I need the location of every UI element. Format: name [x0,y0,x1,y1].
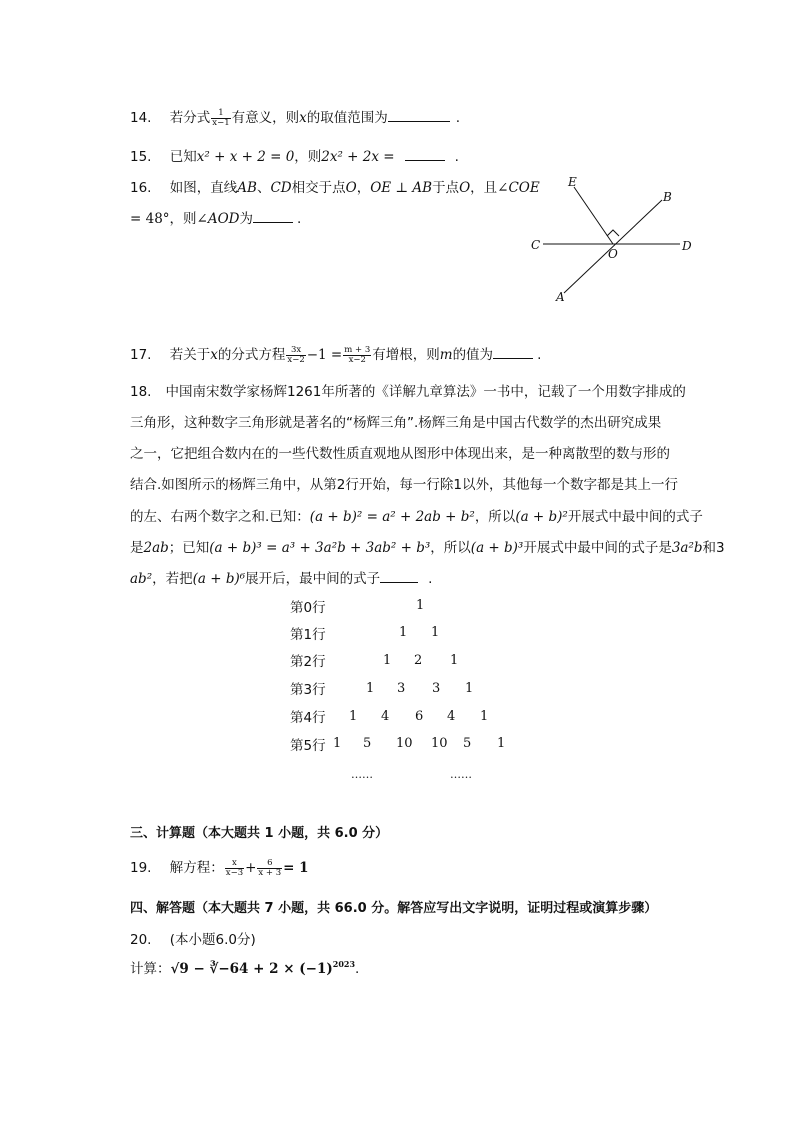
triangle-value: 6 [415,709,424,724]
q14-number: 14. [130,110,152,126]
q17-answer-blank[interactable] [493,346,533,359]
triangle-value: 3 [432,681,441,696]
question-19: 19. 解方程： $\frac{x}{x-3}$ + $\frac{6}{x + 3}$ = 1 [130,857,309,878]
triangle-row-label: 第3行 [290,682,326,698]
triangle-value: 10 [431,736,448,751]
triangle-value: 1 [450,653,459,668]
section-4-heading: 四、解答题（本大题共 7 小题，共 66.0 分。解答应写出文字说明，证明过程或演算步骤） [130,901,658,916]
question-18-line3: 之一，它把组合数内在的一些代数性质直观地从图形中体现出来，是一种离散型的数与形的 [130,446,670,462]
q16-number: 16. [130,180,152,196]
question-15: 15. 已知x² + x + 2 = 0，则2x² + 2x = . [130,149,459,165]
q14-fraction: $\frac{1}{x-1}$ [212,107,230,128]
triangle-value: 3 [397,681,406,696]
triangle-value: 1 [399,625,408,640]
triangle-row-label: 第2行 [290,654,326,670]
question-16-line2: = 48°，则∠AOD为 . [130,211,302,227]
label-a: A [556,290,565,304]
triangle-value: 1 [431,625,440,640]
triangle-value: 10 [396,736,413,751]
triangle-value: 1 [480,709,489,724]
label-b: B [663,190,672,204]
triangle-value: 1 [349,709,358,724]
triangle-row-label: 第0行 [290,600,326,616]
label-d: D [682,239,692,253]
triangle-value: 1 [366,681,375,696]
question-18-line1: 18. 中国南宋数学家杨辉1261年所著的《详解九章算法》一书中，记载了一个用数字排成的 [130,384,686,400]
label-e: E [568,175,577,189]
triangle-value: 2 [414,653,423,668]
intersecting-lines-figure [520,170,700,310]
triangle-value: 4 [447,709,456,724]
question-20-expression: 计算：√9 − ∛−64 + $2 \times (-1)^{2023}$. [130,959,360,977]
question-18-line2: 三角形，这种数字三角形就是著名的“杨辉三角”.杨辉三角是中国古代数学的杰出研究成果 [130,415,662,431]
q15-answer-blank[interactable] [405,148,445,161]
triangle-value: 5 [363,736,372,751]
section-3-heading: 三、计算题（本大题共 1 小题，共 6.0 分） [130,826,389,841]
triangle-ellipsis-left: …… [351,768,373,781]
q15-number: 15. [130,149,152,165]
q19-number: 19. [130,860,152,876]
question-14: 14. 若分式 $\frac{1}{x-1}$ 有意义，则x的取值范围为 . [130,107,461,128]
triangle-row-label: 第5行 [290,738,326,754]
q20-number: 20. [130,932,152,948]
label-c: C [531,238,541,252]
triangle-value: 1 [465,681,474,696]
question-18-line4: 结合.如图所示的杨辉三角中，从第2行开始，每一行除1以外，其他每一个数字都是其上一行 [130,477,678,493]
triangle-value: 1 [383,653,392,668]
question-18-line5: 的左、右两个数字之和.已知：(a + b)² = a² + 2ab + b²，所以(a + b)²开展式中最中间的式子 [130,509,703,525]
triangle-row-label: 第1行 [290,627,326,643]
question-17: 17. 若关于x的分式方程 $\frac{3x}{x-2}$ −1 = $\frac{m + 3}{x-2}$ 有增根，则m的值为 . [130,344,542,365]
q18-answer-blank[interactable] [380,570,418,583]
triangle-ellipsis-right: …… [450,768,472,781]
right-angle-mark [607,230,619,236]
question-18-line7: ab²，若把(a + b)⁶展开后，最中间的式子 . [130,571,433,587]
question-16: 16. 如图，直线AB、CD相交于点O，OE ⊥ AB于点O，且∠COE [130,180,540,196]
question-20: 20. (本小题6.0分) [130,932,256,948]
label-o: O [608,247,618,261]
q14-answer-blank[interactable] [388,109,450,122]
triangle-value: 1 [497,736,506,751]
question-18-line6: 是2ab；已知(a + b)³ = a³ + 3a²b + 3ab² + b³，所以(a + b)³开展式中最中间的式子是3a²b和3 [130,540,725,556]
triangle-value: 1 [333,736,342,751]
q17-number: 17. [130,347,152,363]
triangle-row-label: 第4行 [290,710,326,726]
triangle-value: 5 [463,736,472,751]
triangle-value: 1 [416,598,425,613]
triangle-value: 4 [381,709,390,724]
q16-answer-blank[interactable] [253,210,293,223]
